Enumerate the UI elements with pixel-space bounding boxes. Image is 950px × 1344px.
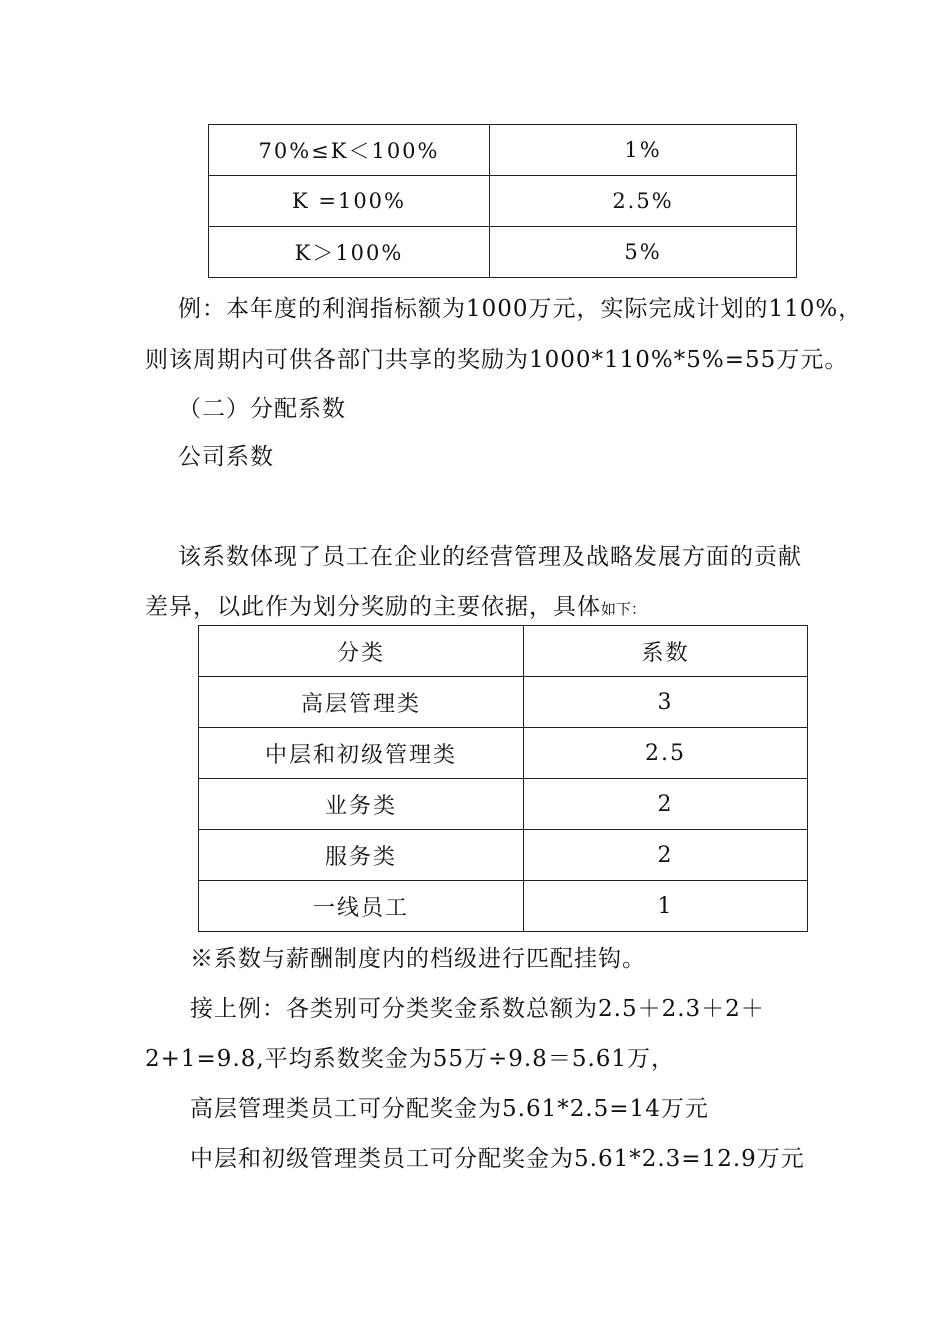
ratio-range-cell: K＞100% xyxy=(209,227,490,278)
category-cell: 高层管理类 xyxy=(199,677,524,728)
ratio-rate-cell: 1% xyxy=(490,125,797,176)
ratio-rate-cell: 5% xyxy=(490,227,797,278)
example-line-2: 则该周期内可供各部门共享的奖励为1000*110%*5%=55万元。 xyxy=(145,347,849,373)
category-cell: 服务类 xyxy=(199,830,524,881)
table-row xyxy=(209,176,797,227)
table-header-row xyxy=(199,626,808,677)
reward-ratio-table xyxy=(208,124,797,278)
calc-line-1: 接上例：各类别可分类奖金系数总额为2.5＋2.3＋2＋ xyxy=(190,996,765,1022)
coefficient-cell: 2.5 xyxy=(524,728,808,779)
description-line-2-main: 差异，以此作为划分奖励的主要依据，具体 xyxy=(145,594,601,620)
note-line: ※系数与薪酬制度内的档级进行匹配挂钩。 xyxy=(190,946,646,972)
coefficient-cell: 1 xyxy=(524,881,808,932)
header-category: 分类 xyxy=(199,626,524,677)
description-line-1: 该系数体现了员工在企业的经营管理及战略发展方面的贡献 xyxy=(178,544,802,570)
ratio-rate-cell: 2.5% xyxy=(490,176,797,227)
table-row xyxy=(199,830,808,881)
category-cell: 中层和初级管理类 xyxy=(199,728,524,779)
section-heading: （二）分配系数 xyxy=(178,396,346,422)
coefficient-cell: 2 xyxy=(524,779,808,830)
description-line-2-small: 如下： xyxy=(601,600,647,618)
calc-line-2: 2+1=9.8,平均系数奖金为55万÷9.8＝5.61万， xyxy=(145,1046,676,1072)
coefficient-cell: 3 xyxy=(524,677,808,728)
table-row xyxy=(199,779,808,830)
table-row xyxy=(199,677,808,728)
table-row xyxy=(209,227,797,278)
subheading: 公司系数 xyxy=(178,444,274,470)
category-cell: 业务类 xyxy=(199,779,524,830)
coefficient-cell: 2 xyxy=(524,830,808,881)
calc-line-4: 中层和初级管理类员工可分配奖金为5.61*2.3=12.9万元 xyxy=(190,1146,805,1172)
ratio-range-cell: K =100% xyxy=(209,176,490,227)
category-cell: 一线员工 xyxy=(199,881,524,932)
coefficient-table xyxy=(198,625,808,932)
description-line-2 xyxy=(145,588,646,621)
example-line-1: 例：本年度的利润指标额为1000万元，实际完成计划的110%， xyxy=(178,296,863,322)
table-row xyxy=(199,728,808,779)
calc-line-3: 高层管理类员工可分配奖金为5.61*2.5=14万元 xyxy=(190,1096,709,1122)
table-row xyxy=(199,881,808,932)
ratio-range-cell: 70%≤K＜100% xyxy=(209,125,490,176)
header-coefficient: 系数 xyxy=(524,626,808,677)
table-row xyxy=(209,125,797,176)
